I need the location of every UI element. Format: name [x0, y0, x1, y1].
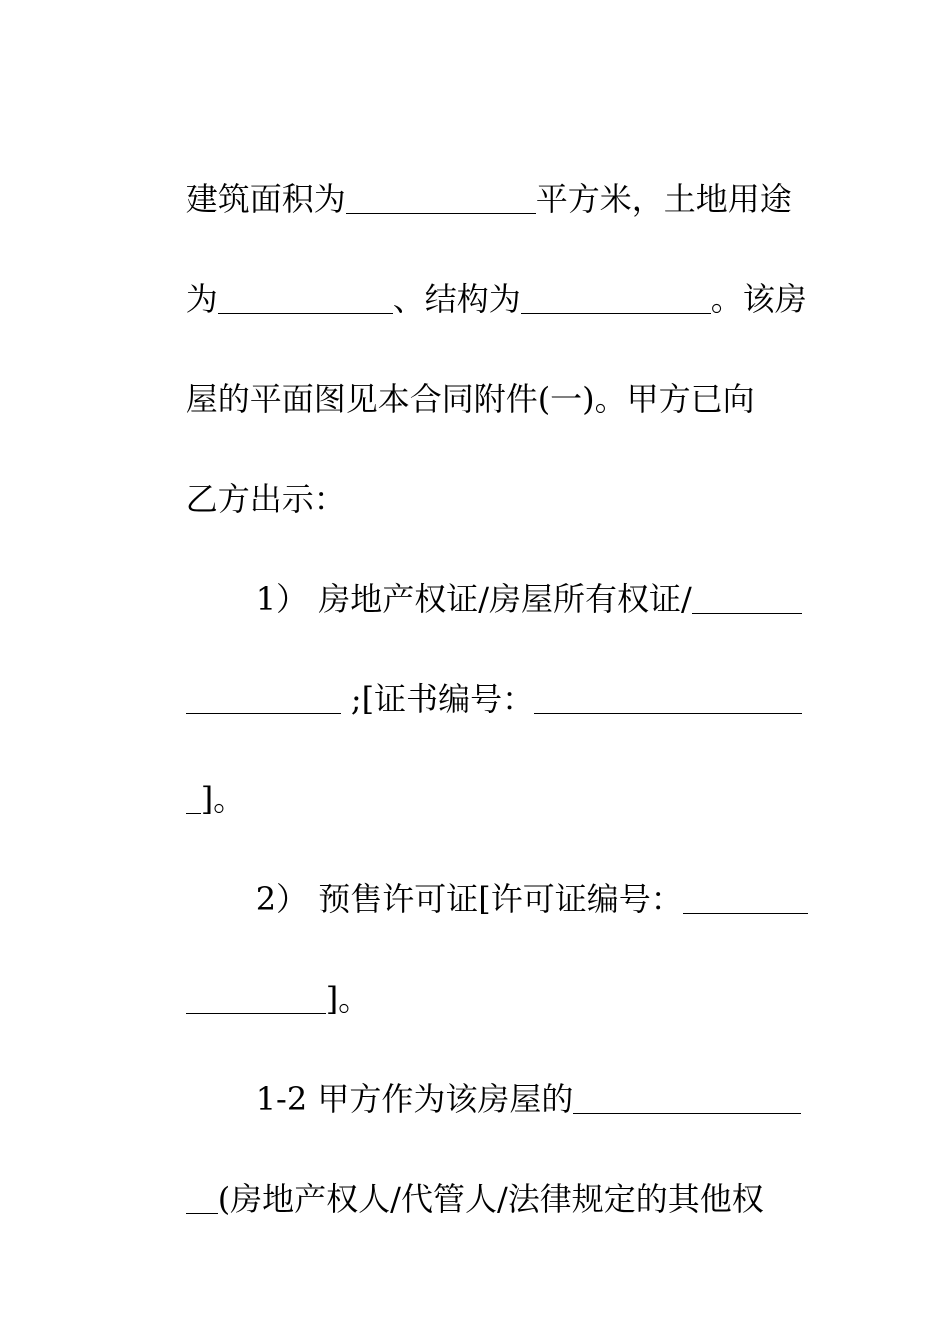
- line-7-text: ]。: [200, 780, 246, 818]
- line-1-text-a: 建筑面积为: [185, 180, 346, 218]
- text-line-5: [215, 530, 805, 618]
- line-11-text: (房地产权人/代管人/法律规定的其他权: [217, 1180, 764, 1218]
- line-6-text: ;[证书编号：: [340, 680, 535, 718]
- blank-structure: [521, 283, 711, 314]
- blank-certificate-type: [692, 583, 802, 614]
- blank-building-area: [346, 183, 536, 214]
- line-2-text-c: 。该房: [710, 280, 807, 318]
- text-line-2: [145, 230, 807, 318]
- blank-party-a-role: [573, 1083, 801, 1114]
- blank-certificate-type-cont: [186, 683, 341, 714]
- text-line-6: [145, 630, 805, 718]
- line-2-text-b: 、结构为: [392, 280, 521, 318]
- line-4-text: 乙方出示：: [185, 480, 346, 518]
- text-line-10: [215, 1030, 805, 1118]
- text-line-8: [215, 830, 805, 918]
- blank-certificate-number: [534, 683, 802, 714]
- blank-party-a-role-cont: [186, 1183, 218, 1214]
- text-line-1: [145, 130, 805, 218]
- item-1-text: 1） 房地产权证/房屋所有权证/: [255, 580, 692, 618]
- text-line-3: [145, 330, 805, 418]
- line-2-text-a: 为: [185, 280, 218, 318]
- clause-1-2-text: 1-2 甲方作为该房屋的: [255, 1080, 574, 1118]
- text-line-9: [145, 930, 805, 1018]
- text-line-11: [145, 1130, 805, 1218]
- blank-land-use: [218, 283, 393, 314]
- line-3-text: 屋的平面图见本合同附件(一)。甲方已向: [185, 380, 755, 418]
- line-1-text-b: 平方米，土地用途: [535, 180, 792, 218]
- text-line-7: [145, 730, 805, 818]
- blank-presale-permit-number: [683, 883, 808, 914]
- text-line-4: [145, 430, 805, 518]
- item-2-text: 2） 预售许可证[许可证编号：: [255, 880, 683, 918]
- line-9-text: ]。: [325, 980, 371, 1018]
- blank-presale-permit-number-cont: [186, 983, 326, 1014]
- blank-certificate-number-cont: [186, 783, 201, 814]
